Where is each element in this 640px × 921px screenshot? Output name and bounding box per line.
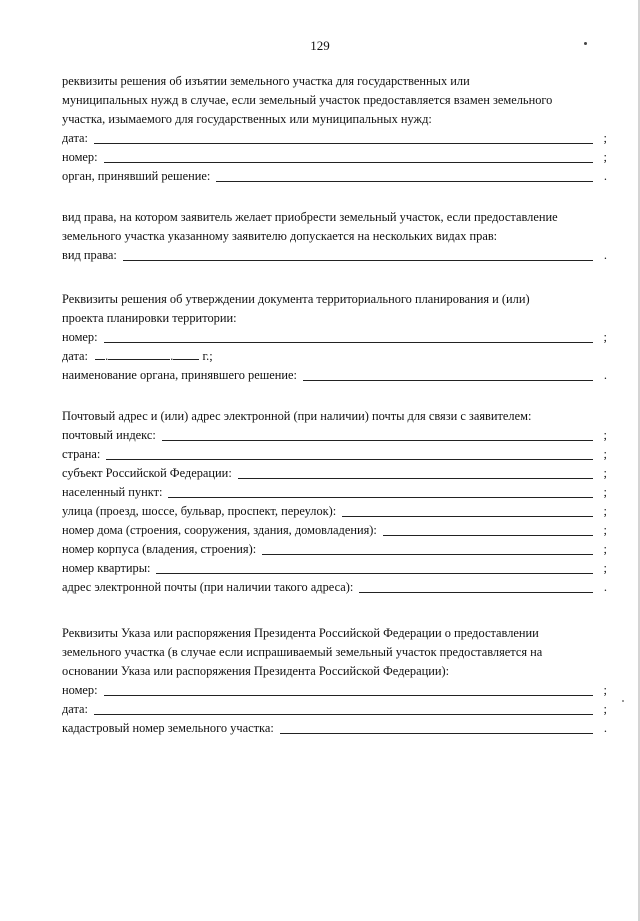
organ-blank[interactable] (303, 368, 593, 381)
form-field-cadastral-number (62, 719, 607, 738)
section-right-type (62, 208, 607, 265)
form-field-date (62, 129, 607, 148)
field-label: вид права: (62, 248, 117, 262)
paragraph-line: проекта планировки территории: (62, 311, 237, 325)
field-label: номер дома (строения, сооружения, здания, домовладения): (62, 523, 377, 537)
form-field-date (62, 347, 607, 366)
field-terminator: ; (603, 330, 607, 344)
section-postal-address (62, 407, 607, 597)
form-field-locality (62, 483, 607, 502)
paragraph-line: земельного участка (в случае если испрашиваемый земельный участок предоставляется на (62, 645, 543, 659)
date-blank[interactable] (94, 702, 593, 715)
email-blank[interactable] (359, 580, 593, 593)
paragraph-line: реквизиты решения об изъятии земельного участка для государственных или (62, 74, 470, 88)
month-blank[interactable] (108, 348, 170, 360)
paragraph-line: земельного участка указанному заявителю допускается на нескольких видах прав: (62, 229, 498, 243)
field-label: номер: (62, 150, 98, 164)
field-label: страна: (62, 447, 101, 461)
field-label: дата: (62, 131, 88, 145)
section-president-decree (62, 624, 607, 738)
field-label: улица (проезд, шоссе, бульвар, проспект, переулок): (62, 504, 337, 518)
postal-index-blank[interactable] (162, 428, 593, 441)
region-blank[interactable] (238, 466, 593, 479)
field-terminator: . (603, 169, 607, 183)
number-blank[interactable] (104, 683, 593, 696)
paragraph-line: Почтовый адрес и (или) адрес электронной (при наличии) почты для связи с заявителем: (62, 409, 532, 423)
cadastral-number-blank[interactable] (280, 721, 593, 734)
field-terminator: . (603, 721, 607, 735)
field-terminator: ; (603, 150, 607, 164)
form-field-building (62, 540, 607, 559)
house-blank[interactable] (383, 523, 593, 536)
paragraph-line: основании Указа или распоряжения Президента Российской Федерации): (62, 664, 450, 678)
section-withdrawal-decision (62, 72, 607, 186)
form-field-street (62, 502, 607, 521)
form-field-email (62, 578, 607, 597)
field-terminator: ; (603, 466, 607, 480)
form-field-date (62, 700, 607, 719)
form-field-number (62, 148, 607, 167)
field-terminator: ; (603, 561, 607, 575)
field-terminator: ; (603, 428, 607, 442)
form-field-postal-index (62, 426, 607, 445)
apartment-blank[interactable] (156, 561, 593, 574)
building-blank[interactable] (262, 542, 593, 555)
field-label: наименование органа, принявшего решение: (62, 368, 297, 382)
form-field-number (62, 681, 607, 700)
field-terminator: ; (603, 523, 607, 537)
field-label: номер корпуса (владения, строения): (62, 542, 257, 556)
field-terminator: ; (603, 542, 607, 556)
locality-blank[interactable] (168, 485, 593, 498)
day-blank[interactable] (95, 348, 105, 360)
field-label: дата: (62, 349, 88, 363)
scan-speck (584, 42, 587, 45)
date-blank[interactable] (94, 131, 593, 144)
form-field-country (62, 445, 607, 464)
number-blank[interactable] (104, 330, 593, 343)
field-label: номер квартиры: (62, 561, 151, 575)
field-label: субъект Российской Федерации: (62, 466, 232, 480)
field-terminator: ; (603, 504, 607, 518)
field-terminator: ; (603, 702, 607, 716)
field-terminator: . (603, 580, 607, 594)
number-blank[interactable] (104, 150, 593, 163)
year-blank[interactable] (173, 348, 199, 360)
field-terminator: . (603, 368, 607, 382)
form-field-region (62, 464, 607, 483)
field-label: номер: (62, 683, 98, 697)
field-label: почтовый индекс: (62, 428, 156, 442)
field-label: кадастровый номер земельного участка: (62, 721, 274, 735)
date-separator: . (170, 349, 174, 363)
paragraph-line: муниципальных нужд в случае, если земельный участок предоставляется взамен земельного (62, 93, 553, 107)
street-blank[interactable] (342, 504, 593, 517)
form-field-right-type (62, 246, 607, 265)
date-separator: . (105, 349, 109, 363)
field-terminator: ; (603, 447, 607, 461)
paragraph-line: участка, изымаемого для государственных или муниципальных нужд: (62, 112, 432, 126)
field-label: адрес электронной почты (при наличии такого адреса): (62, 580, 354, 594)
form-field-organ (62, 167, 607, 186)
organ-blank[interactable] (216, 169, 593, 182)
form-field-apartment (62, 559, 607, 578)
field-label: орган, принявший решение: (62, 169, 211, 183)
section-planning-decision (62, 290, 607, 385)
form-field-house (62, 521, 607, 540)
field-terminator: ; (603, 485, 607, 499)
form-field-organ (62, 366, 607, 385)
field-terminator: . (603, 248, 607, 262)
page-number: 129 (310, 38, 330, 53)
paragraph-line: Реквизиты Указа или распоряжения Президента Российской Федерации о предоставлении (62, 626, 539, 640)
scan-speck (622, 700, 624, 702)
paragraph-line: Реквизиты решения об утверждении документа территориального планирования и (или) (62, 292, 530, 306)
paragraph-line: вид права, на котором заявитель желает приобрести земельный участок, если предоставление (62, 210, 558, 224)
field-terminator: ; (603, 683, 607, 697)
field-terminator: ; (603, 131, 607, 145)
form-field-number (62, 328, 607, 347)
country-blank[interactable] (106, 447, 593, 460)
field-label: номер: (62, 330, 98, 344)
year-suffix: г.; (202, 349, 213, 363)
field-label: дата: (62, 702, 88, 716)
field-label: населенный пункт: (62, 485, 163, 499)
right-type-blank[interactable] (123, 248, 593, 261)
